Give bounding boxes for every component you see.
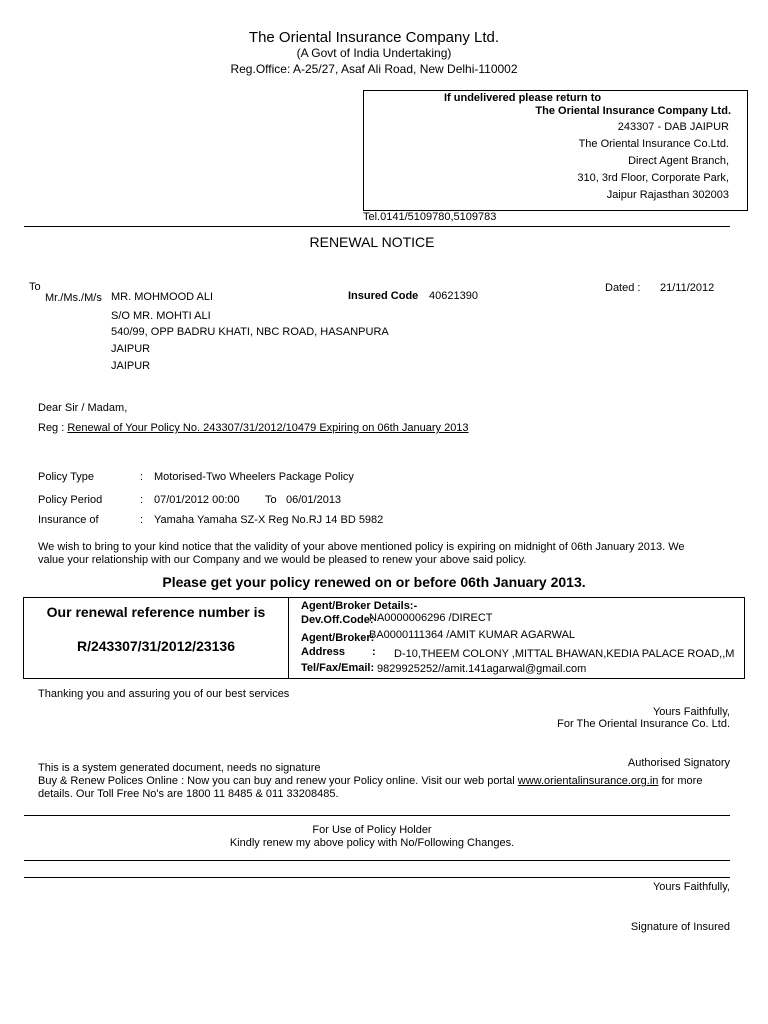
agent-address-label: Address <box>301 646 346 658</box>
agent-address-colon: : <box>372 646 376 658</box>
agent-address-value: D-10,THEEM COLONY ,MITTAL BHAWAN,KEDIA PALACE ROAD,,M <box>394 648 735 660</box>
policy-type-colon: : <box>140 471 144 483</box>
signature-of-insured: Signature of Insured <box>630 921 730 933</box>
divider <box>24 226 730 227</box>
toll-free-line: details. Our Toll Free No's are 1800 11 8485 & 011 33208485. <box>38 788 339 800</box>
salutation: Mr./Ms./M/s <box>45 292 102 304</box>
return-line-7: Jaipur Rajasthan 302003 <box>606 189 729 201</box>
box-divider <box>288 598 289 678</box>
insured-name: MR. MOHMOOD ALI <box>111 291 214 303</box>
policyholder-heading: For Use of Policy Holder <box>312 824 432 836</box>
address-line-2: 540/99, OPP BADRU KHATI, NBC ROAD, HASANPURA <box>111 326 389 338</box>
policyholder-instruction: Kindly renew my above policy with No/Following Changes. <box>229 837 515 849</box>
insurance-of-label: Insurance of <box>38 514 99 526</box>
return-line-4: The Oriental Insurance Co.Ltd. <box>578 138 729 150</box>
insurance-of-colon: : <box>140 514 144 526</box>
return-line-1: If undelivered please return to <box>444 92 602 104</box>
divider <box>24 877 730 878</box>
insured-yours-faithfully: Yours Faithfully, <box>652 881 730 893</box>
reference-number: R/243307/31/2012/23136 <box>76 638 236 654</box>
address-line-1: S/O MR. MOHTI ALI <box>111 310 211 322</box>
reg-subject: Renewal of Your Policy No. 243307/31/2012/10479 Expiring on 06th January 2013 <box>67 422 469 434</box>
policy-period-from: 07/01/2012 00:00 <box>154 494 240 506</box>
online-line <box>38 775 702 787</box>
registered-office: Reg.Office: A-25/27, Asaf Ali Road, New Delhi-110002 <box>230 62 518 76</box>
insured-code-label: Insured Code <box>348 290 419 302</box>
policy-period-to-label: To <box>265 494 277 506</box>
notice-title: RENEWAL NOTICE <box>309 234 435 250</box>
company-name: The Oriental Insurance Company Ltd. <box>248 29 500 46</box>
return-branch-code: 243307 - DAB JAIPUR <box>617 121 729 133</box>
reg-label: Reg : <box>38 422 65 434</box>
policy-period-colon: : <box>140 494 144 506</box>
divider <box>24 860 730 861</box>
return-address-box <box>363 90 748 211</box>
policy-period-to: 06/01/2013 <box>286 494 342 506</box>
address-line-3: JAIPUR <box>111 343 151 355</box>
thanks-line: Thanking you and assuring you of our best services <box>38 688 290 700</box>
company-subtitle: (A Govt of India Undertaking) <box>296 46 452 60</box>
address-line-4: JAIPUR <box>111 360 151 372</box>
agent-contact-value: 9829925252//amit.141agarwal@gmail.com <box>377 663 587 675</box>
website-link[interactable]: www.orientalinsurance.org.in <box>517 775 659 787</box>
online-text: Buy & Renew Polices Online : Now you can buy and renew your Policy online. Visit our web portal <box>38 775 518 787</box>
renewal-deadline-headline: Please get your policy renewed on or before 06th January 2013. <box>162 574 586 590</box>
dated-label: Dated : <box>605 282 641 294</box>
dev-office-label: Dev.Off.Code: <box>301 614 374 626</box>
insurance-of-value: Yamaha Yamaha SZ-X Reg No.RJ 14 BD 5982 <box>154 514 384 526</box>
return-line-2: The Oriental Insurance Company Ltd. <box>535 105 731 117</box>
policy-type-label: Policy Type <box>38 471 95 483</box>
insured-code: 40621390 <box>429 290 478 302</box>
dated-value: 21/11/2012 <box>660 282 715 294</box>
return-line-6: 310, 3rd Floor, Corporate Park, <box>577 172 729 184</box>
dev-office-value: NA0000006296 /DIRECT <box>369 612 493 624</box>
agent-contact-label: Tel/Fax/Email: <box>301 662 375 674</box>
yours-faithfully: Yours Faithfully, <box>652 706 730 718</box>
online-text-end: for more <box>658 775 703 787</box>
renewal-reference-box <box>23 597 745 679</box>
greeting: Dear Sir / Madam, <box>38 402 128 414</box>
for-company: For The Oriental Insurance Co. Ltd. <box>557 718 730 730</box>
return-telephone: Tel.0141/5109780,5109783 <box>363 211 497 223</box>
notice-paragraph-line-1: We wish to bring to your kind notice that the validity of your above mentioned policy is expiring on midnight of 06th January 2013. We <box>38 541 685 553</box>
agent-details-heading: Agent/Broker Details:- <box>301 600 418 612</box>
agent-value: BA0000111364 /AMIT KUMAR AGARWAL <box>369 629 576 641</box>
to-label: To <box>29 281 41 293</box>
return-line-5: Direct Agent Branch, <box>628 155 729 167</box>
divider <box>24 815 730 816</box>
agent-label: Agent/Broker: <box>301 632 375 644</box>
policy-type-value: Motorised-Two Wheelers Package Policy <box>154 471 354 483</box>
authorised-signatory: Authorised Signatory <box>627 757 730 769</box>
reference-label: Our renewal reference number is <box>46 604 266 620</box>
policy-period-label: Policy Period <box>38 494 103 506</box>
system-note: This is a system generated document, needs no signature <box>38 762 321 774</box>
reg-line <box>38 422 469 434</box>
notice-paragraph-line-2: value your relationship with our Company and we would be pleased to renew your above said policy. <box>38 554 527 566</box>
